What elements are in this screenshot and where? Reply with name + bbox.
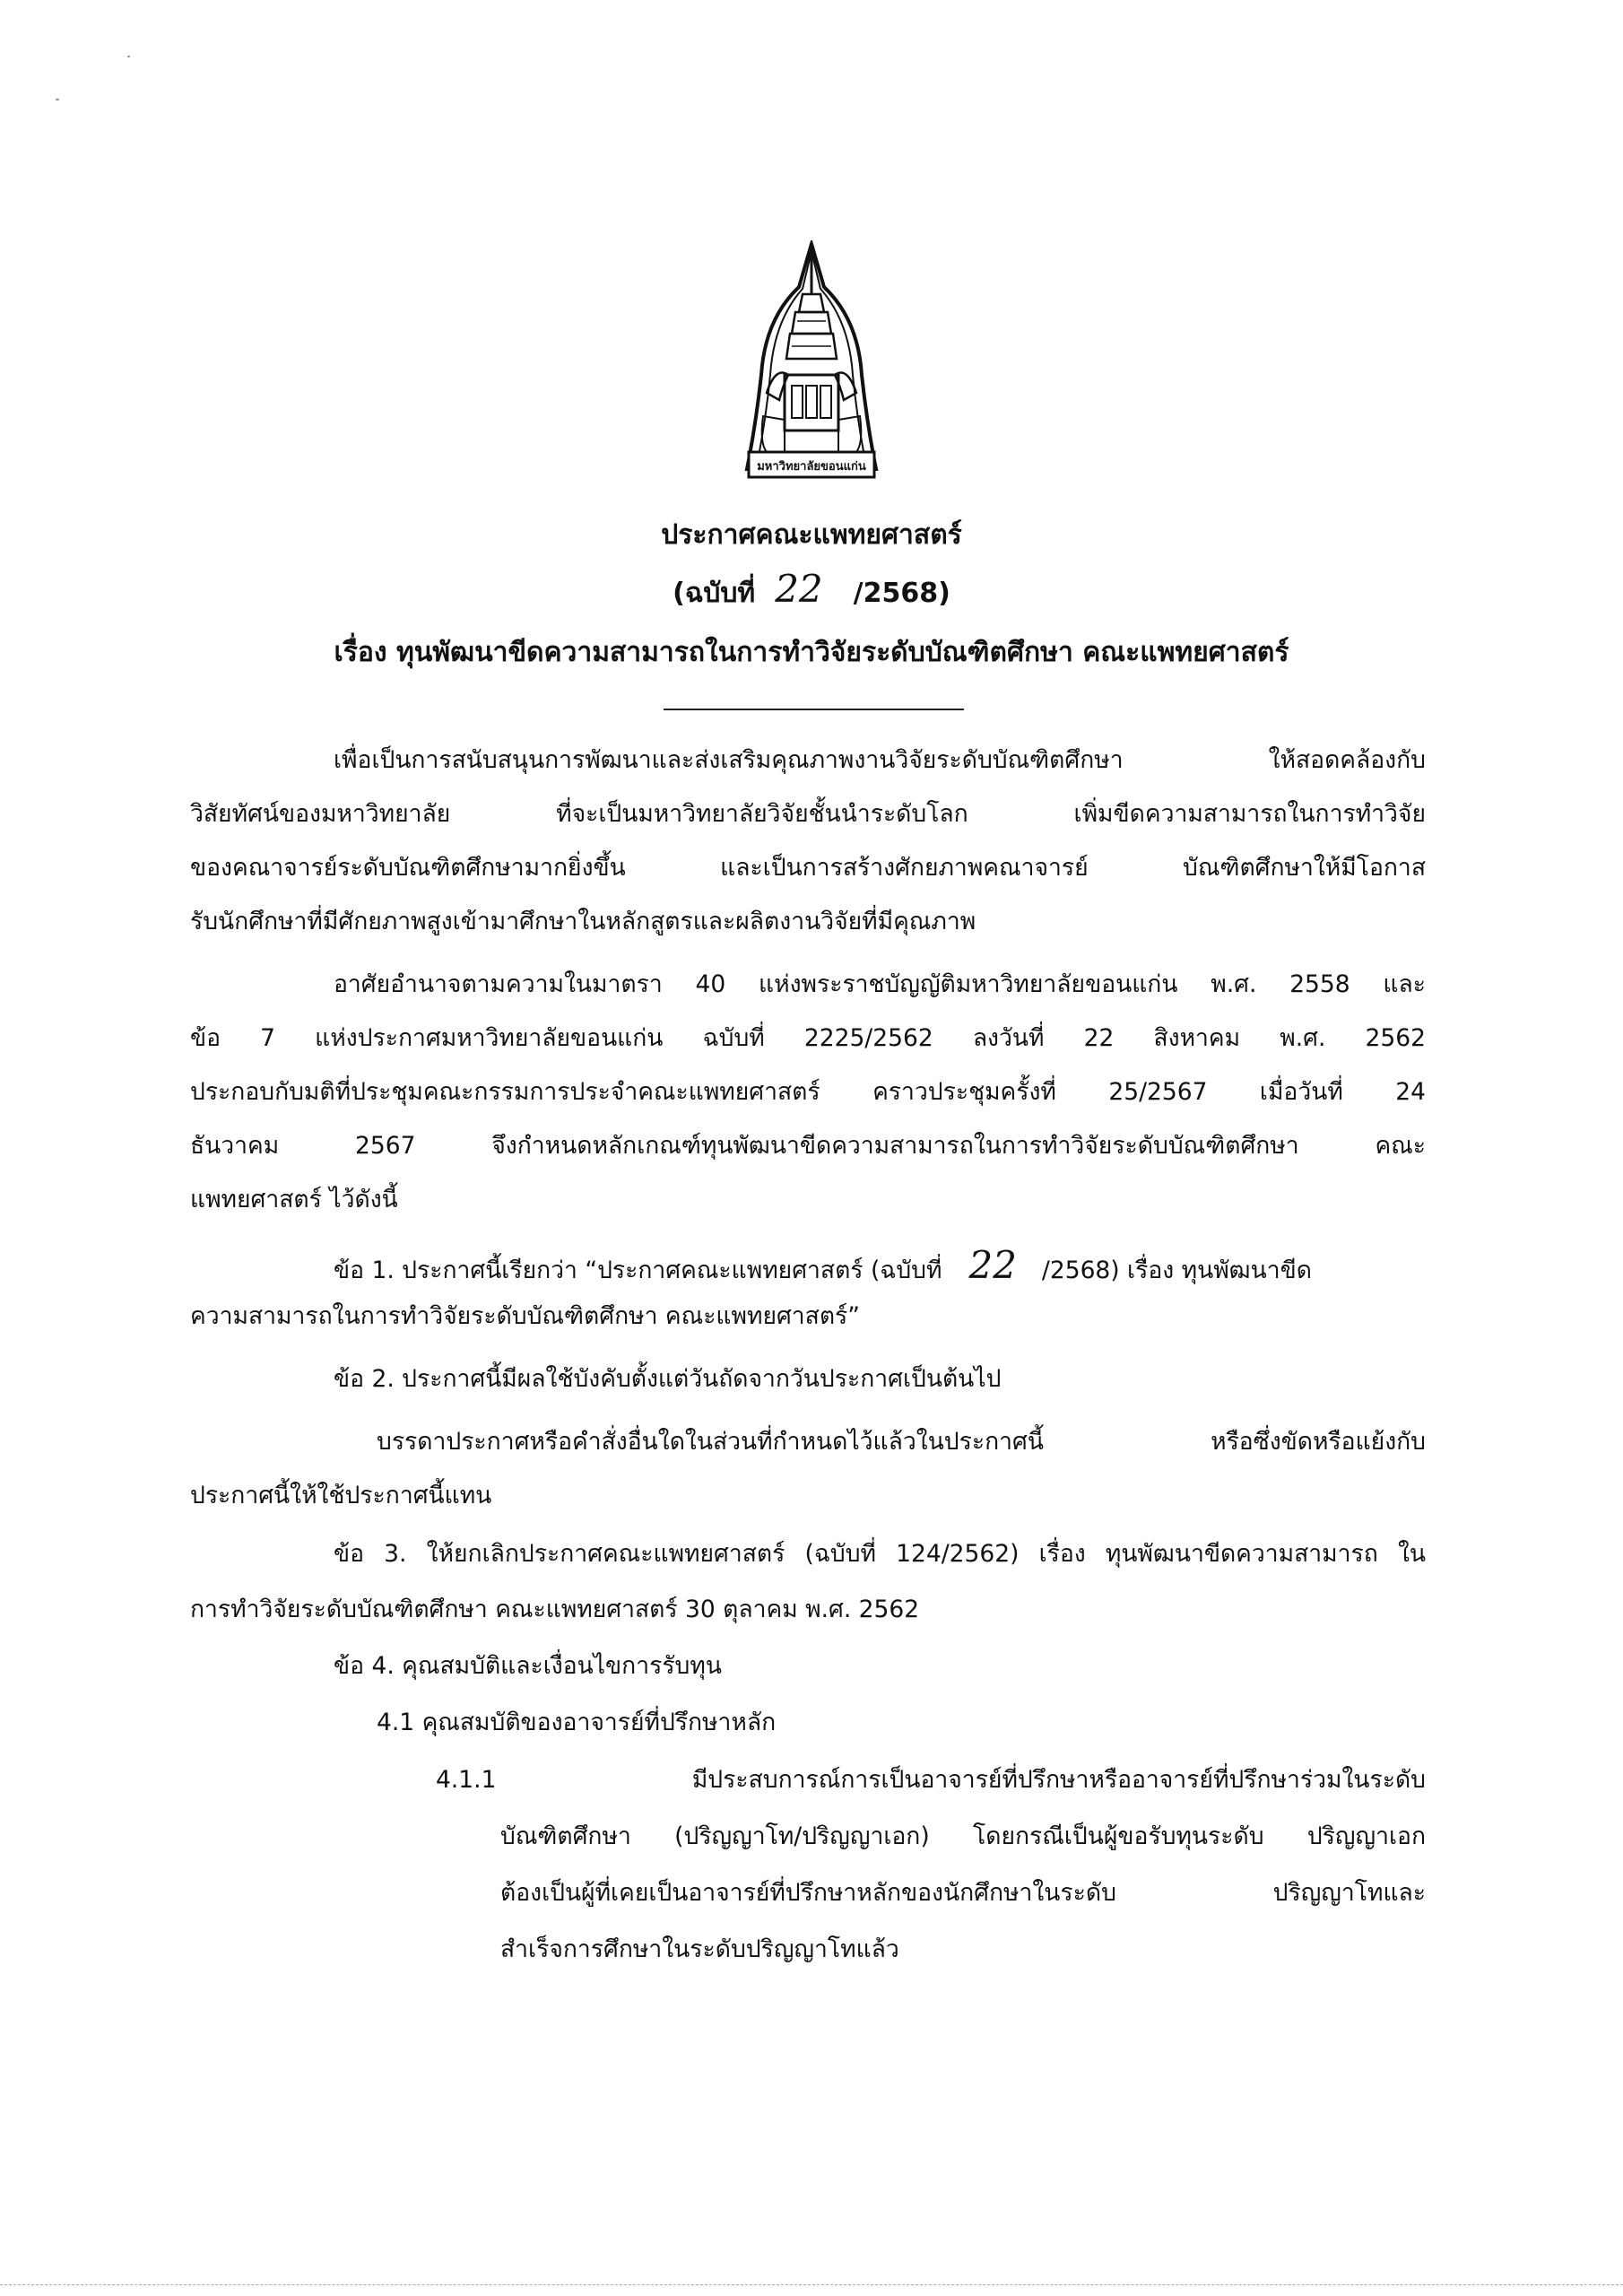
announcement-title: ประกาศคณะแพทยศาสตร์ — [661, 519, 962, 551]
title-divider — [664, 709, 964, 710]
clause-1-number-handwritten: 22 — [968, 1243, 1017, 1287]
clause-3: ข้อ 3. ให้ยกเลิกประกาศคณะแพทยศาสตร์ (ฉบับที่ 124/2562) เรื่อง ทุนพัฒนาขีดความสามารถ ใน — [334, 1540, 1426, 1568]
university-seal-logo — [740, 240, 883, 484]
issue-suffix: /2568) — [853, 578, 950, 609]
logo-text: มหาวิทยาลัยขอนแก่น — [757, 460, 866, 474]
clause-4: ข้อ 4. คุณสมบัติและเงื่อนไขการรับทุน — [334, 1652, 722, 1680]
paragraph-line: รับนักศึกษาที่มีศักยภาพสูงเข้ามาศึกษาในหลักสูตรและผลิตงานวิจัยที่มีคุณภาพ — [190, 908, 976, 935]
clause-3: การทำวิจัยระดับบัณฑิตศึกษา คณะแพทยศาสตร์ 30 ตุลาคม พ.ศ. 2562 — [190, 1596, 920, 1623]
clause-1-text-end: /2568) เรื่อง ทุนพัฒนาขีด — [1041, 1257, 1312, 1284]
clause-2-paragraph: ประกาศนี้ให้ใช้ประกาศนี้แทน — [190, 1482, 492, 1509]
paragraph-line: วิสัยทัศน์ของมหาวิทยาลัย ที่จะเป็นมหาวิทยาลัยวิจัยชั้นนำระดับโลก เพิ่มขีดความสามารถในการทำวิจัย — [190, 800, 1426, 828]
paragraph-line: เพื่อเป็นการสนับสนุนการพัฒนาและส่งเสริมคุณภาพงานวิจัยระดับบัณฑิตศึกษา ให้สอดคล้องกับ — [334, 746, 1426, 774]
scan-edge-line — [0, 2284, 1623, 2285]
paragraph-line: อาศัยอำนาจตามความในมาตรา 40 แห่งพระราชบัญญัติมหาวิทยาลัยขอนแก่น พ.ศ. 2558 และ — [334, 970, 1426, 998]
scan-speck — [56, 99, 59, 100]
clause-4-1-1: 4.1.1 มีประสบการณ์การเป็นอาจารย์ที่ปรึกษาหรืออาจารย์ที่ปรึกษาร่วมในระดับ — [436, 1766, 1426, 1794]
clause-1-continued: ความสามารถในการทำวิจัยระดับบัณฑิตศึกษา คณะแพทยศาสตร์” — [190, 1302, 861, 1330]
clause-1-text: ข้อ 1. ประกาศนี้เรียกว่า “ประกาศคณะแพทยศาสตร์ (ฉบับที่ — [334, 1257, 942, 1284]
issue-number-line — [0, 567, 1623, 614]
paragraph-line: ของคณาจารย์ระดับบัณฑิตศึกษามากยิ่งขึ้น และเป็นการสร้างศักยภาพคณาจารย์ บัณฑิตศึกษาให้มีโอกาส — [190, 854, 1426, 882]
clause-2-paragraph: บรรดาประกาศหรือคำสั่งอื่นใดในส่วนที่กำหนดไว้แล้วในประกาศนี้ หรือซึ่งขัดหรือแย้งกับ — [377, 1428, 1426, 1456]
clause-4-1-1: ต้องเป็นผู้ที่เคยเป็นอาจารย์ที่ปรึกษาหลักของนักศึกษาในระดับ ปริญญาโทและ — [500, 1879, 1426, 1907]
paragraph-line: ธันวาคม 2567 จึงกำหนดหลักเกณฑ์ทุนพัฒนาขีดความสามารถในการทำวิจัยระดับบัณฑิตศึกษา คณะ — [190, 1132, 1426, 1160]
paragraph-line: แพทยศาสตร์ ไว้ดังนี้ — [190, 1186, 398, 1213]
issue-prefix: (ฉบับที่ — [673, 578, 756, 609]
clause-4-1-1: สำเร็จการศึกษาในระดับปริญญาโทแล้ว — [500, 1935, 899, 1963]
clause-2: ข้อ 2. ประกาศนี้มีผลใช้บังคับตั้งแต่วันถัดจากวันประกาศเป็นต้นไป — [334, 1365, 1002, 1393]
clause-4-1-1: บัณฑิตศึกษา (ปริญญาโท/ปริญญาเอก) โดยกรณีเป็นผู้ขอรับทุนระดับ ปริญญาเอก — [500, 1822, 1426, 1850]
paragraph-line: ข้อ 7 แห่งประกาศมหาวิทยาลัยขอนแก่น ฉบับที่ 2225/2562 ลงวันที่ 22 สิงหาคม พ.ศ. 2562 — [190, 1024, 1426, 1052]
paragraph-line: ประกอบกับมติที่ประชุมคณะกรรมการประจำคณะแพทยศาสตร์ คราวประชุมครั้งที่ 25/2567 เมื่อวันที่ 24 — [190, 1078, 1426, 1106]
issue-number-handwritten: 22 — [775, 567, 823, 611]
clause-1 — [334, 1243, 1312, 1287]
clause-4-1: 4.1 คุณสมบัติของอาจารย์ที่ปรึกษาหลัก — [377, 1709, 777, 1736]
scan-speck — [127, 56, 130, 57]
subject-heading: เรื่อง ทุนพัฒนาขีดความสามารถในการทำวิจัยระดับบัณฑิตศึกษา คณะแพทยศาสตร์ — [334, 637, 1289, 668]
